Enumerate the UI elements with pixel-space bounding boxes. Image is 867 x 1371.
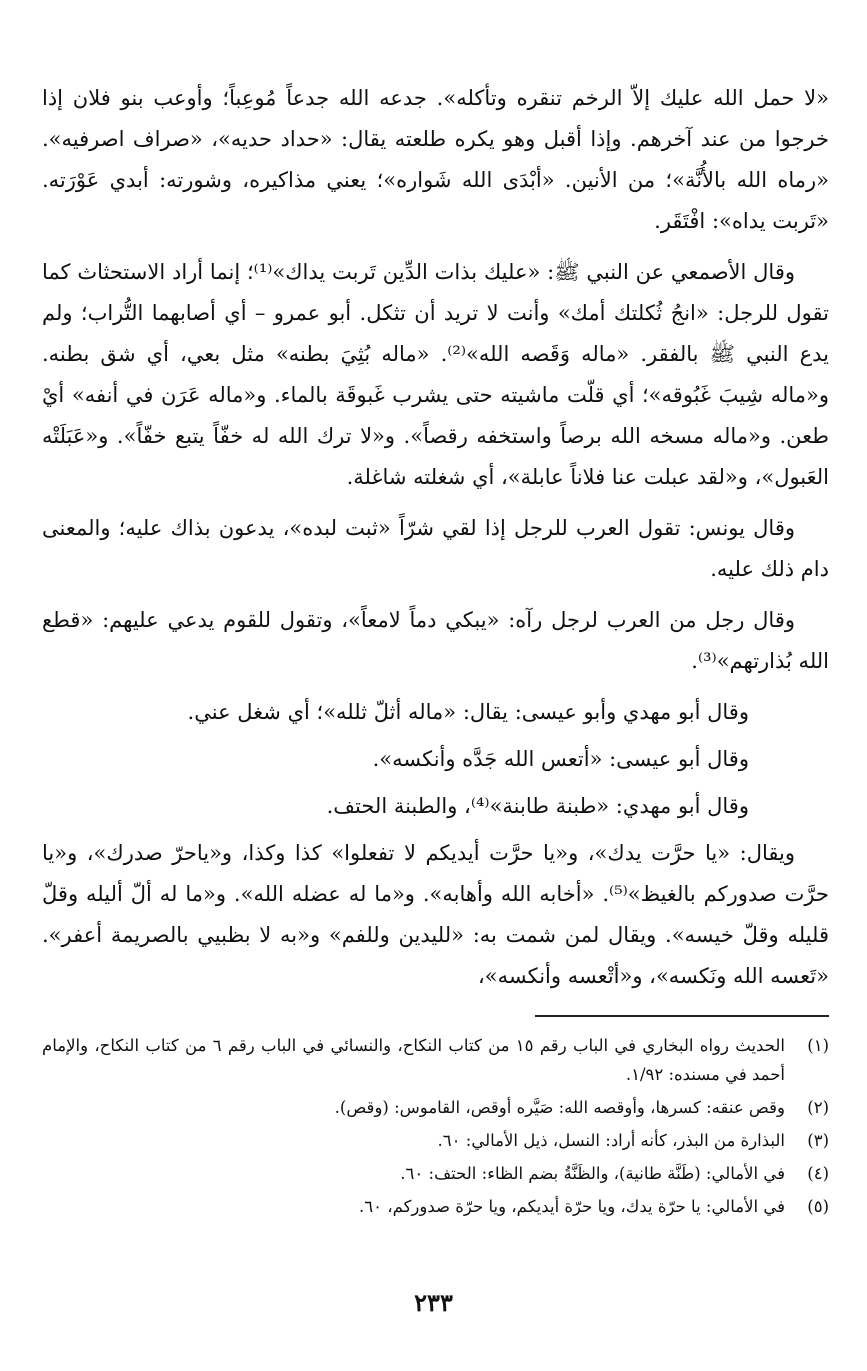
footnote xyxy=(42,1192,829,1221)
paragraph: وقال أبو عيسى: «أتعس الله جَدَّه وأنكسه». xyxy=(372,747,749,771)
paragraph: وقال أبو مهدي وأبو عيسى: يقال: «ماله أثلّ ثلله»؛ أي شغل عني. xyxy=(187,700,749,724)
paragraph: ويقال: «يا حرَّت يدك»، و«يا حرَّت أيديكم لا تفعلوا» كذا وكذا، و«ياحرّ صدرك»، و«يا حرَّت صدوركم بالغيظ»⁽⁵⁾. «أخابه الله وأهابه». و«ما له عضله الله». و«ما له ألّ أليله وقلّ قليله وقلّ خيسه». ويقال لمن شمت به: «لليدين وللفم» و«به لا بظبيي بالصريمة أعفر». «تَعسه الله ونَكسه»، و«أتْعسه وأنكسه»، xyxy=(42,841,829,988)
footnote xyxy=(42,1031,829,1089)
footnote xyxy=(42,1093,829,1122)
footnote-text: في الأمالي: يا حرّة يدك، ويا حرّة أيديكم، ويا حرّة صدوركم، ٦٠. xyxy=(359,1197,785,1216)
paragraph: وقال رجل من العرب لرجل رآه: «يبكي دماً لامعاً»، وتقول للقوم يدعي عليهم: «قطع الله بُذارتهم»⁽³⁾. xyxy=(42,608,829,673)
paragraph: وقال أبو مهدي: «طبنة طابنة»⁽⁴⁾، والطبنة الحتف. xyxy=(326,794,749,818)
footnote-text: وقص عنقه: كسرها، وأوقصه الله: صَيَّره أوقص، القاموس: (وقص). xyxy=(334,1098,785,1117)
paragraph: وقال الأصمعي عن النبي ﷺ: «عليك بذات الدِّين تَربت يداك»⁽¹⁾؛ إنما أراد الاستحثاث كما تقول للرجل: «انجُ ثُكلتك أمك» وأنت لا تريد أن تثكل. أبو عمرو – أي أصابهما التُّراب؛ ولم يدع النبي ﷺ بالفقر. «ماله وَقَصه الله»⁽²⁾. «ماله بُثِيَ بطنه» مثل بعي، أي شق بطنه. و«ماله شِيبَ غَبُوقه»؛ أي قلّت ماشيته حتى يشرب غَبوقَة بالماء. و«ماله عَرَن في أنفه» أيْ طعن. و«ماله مسخه الله برصاً واستخفه رقصاً». و«لا ترك الله له خفّاً يتبع خفّاً». و«عَبَلَتْه العَبول»، و«لقد عبلت عنا فلاناً عابلة»، أي شغلته شاغلة. xyxy=(42,260,830,489)
footnote-number: (٣) xyxy=(807,1131,829,1150)
footnote-text: البذارة من البذر، كأنه أراد: النسل، ذيل الأمالي: ٦٠. xyxy=(437,1131,785,1150)
footnote-number: (٢) xyxy=(807,1098,829,1117)
footnote-number: (٤) xyxy=(807,1164,829,1183)
footnote-text: الحديث رواه البخاري في الباب رقم ١٥ من كتاب النكاح، والنسائي في الباب رقم ٦ من كتاب النكاح، والإمام أحمد في مسنده: ١/٩٢. xyxy=(42,1036,785,1084)
footnote xyxy=(42,1126,829,1155)
main-text xyxy=(42,78,829,997)
paragraph: وقال يونس: تقول العرب للرجل إذا لقي شرّاً «ثبت لبده»، يدعون بذاك عليه؛ والمعنى دام ذلك عليه. xyxy=(42,516,829,581)
footnote xyxy=(42,1159,829,1188)
paragraph: «لا حمل الله عليك إلاّ الرخم تنقره وتأكله». جدعه الله جدعاً مُوعِباً؛ وأوعب بنو فلان إذا خرجوا من عند آخرهم. وإذا أقبل وهو يكره طلعته يقال: «حداد حديه»، «صراف اصرفيه». «رماه الله بالأُنَّة»؛ من الأنين. «أبْدَى الله شَواره»؛ يعني مذاكيره، وشورته: أبدي عَوْرَته. «تَربت يداه»: افْتَقَر. xyxy=(42,86,829,233)
footnote-number: (١) xyxy=(807,1036,829,1055)
footnote-number: (٥) xyxy=(807,1197,829,1216)
page-number: ٢٣٣ xyxy=(414,1288,453,1317)
footnotes xyxy=(42,1031,829,1221)
footnote-text: في الأمالي: (طَنَّة طانية)، والظَنَّةُ بضم الظاء: الحتف: ٦٠. xyxy=(400,1164,785,1183)
footnote-separator xyxy=(535,1015,829,1017)
